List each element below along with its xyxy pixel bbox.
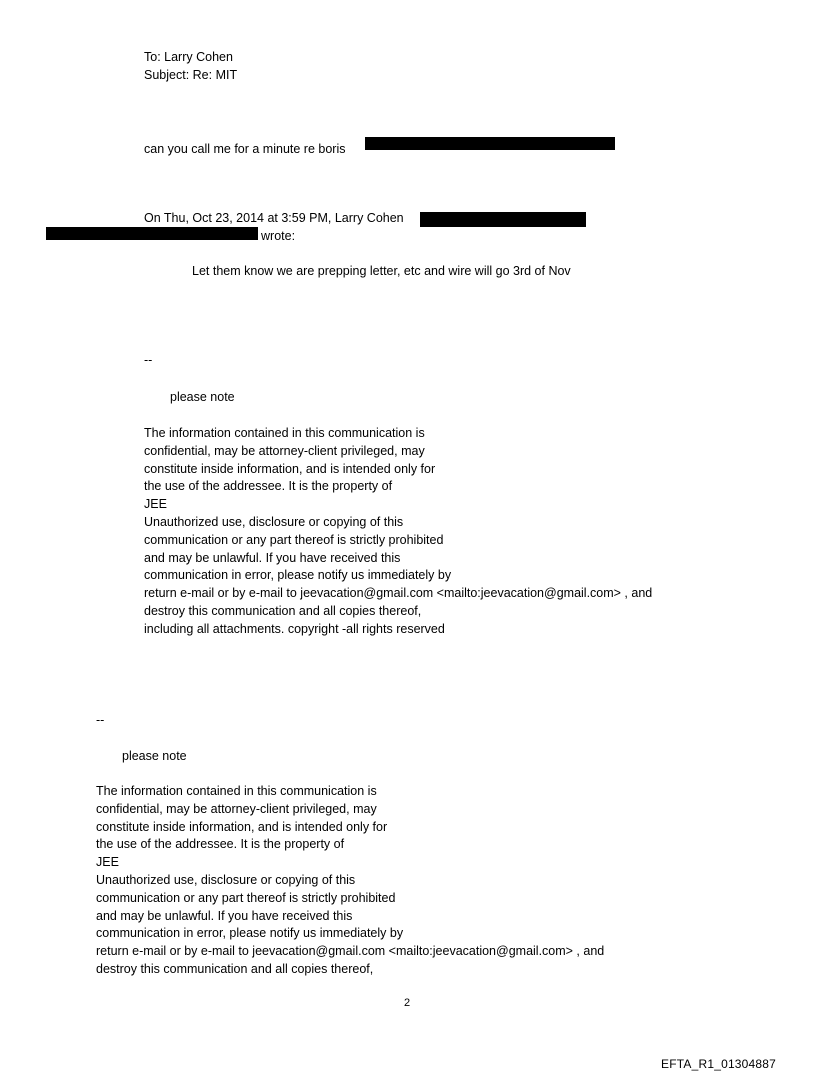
disclaimer-line: confidential, may be attorney-client privileged, may [96,801,377,816]
disclaimer-line: and may be unlawful. If you have received this [144,550,401,565]
disclaimer-line: The information contained in this communication is [96,784,377,798]
page-number: 2 [404,997,411,1009]
signature-dashes-inner: -- [144,353,153,367]
redaction-email-1 [420,212,586,227]
disclaimer-line: return e-mail or by e-mail to jeevacation@gmail.com <mailto:jeevacation@gmail.com> , and [96,944,605,959]
signature-dashes-outer: -- [96,713,105,727]
disclaimer-line: constitute inside information, and is intended only for [144,461,436,476]
please-note-inner: please note [170,390,235,404]
disclaimer-line: including all attachments. copyright -all rights reserved [144,621,445,636]
subject-line: Subject: Re: MIT [144,68,238,82]
disclaimer-line: destroy this communication and all copies thereof, [96,961,374,976]
quote-wrote: wrote: [261,229,296,243]
disclaimer-line: communication in error, please notify us immediately by [96,926,404,941]
document-id: EFTA_R1_01304887 [661,1057,777,1071]
quote-attribution: On Thu, Oct 23, 2014 at 3:59 PM, Larry Cohen [144,211,404,225]
disclaimer-inner [144,425,652,639]
disclaimer-line: destroy this communication and all copies thereof, [144,603,422,618]
disclaimer-line: The information contained in this communication is [144,426,425,440]
disclaimer-line: communication or any part thereof is strictly prohibited [96,890,396,905]
redaction-email-2 [46,227,258,240]
disclaimer-line: JEE [144,497,167,512]
disclaimer-line: JEE [96,855,119,870]
disclaimer-line: constitute inside information, and is intended only for [96,819,388,834]
disclaimer-line: Unauthorized use, disclosure or copying of this [144,514,404,529]
reply-text: can you call me for a minute re boris [144,142,346,156]
disclaimer-line: confidential, may be attorney-client privileged, may [144,443,425,458]
to-line: To: Larry Cohen [144,50,233,64]
disclaimer-line: the use of the addressee. It is the property of [144,479,393,494]
disclaimer-line: Unauthorized use, disclosure or copying of this [96,872,356,887]
disclaimer-line: the use of the addressee. It is the property of [96,837,345,852]
disclaimer-line: communication or any part thereof is strictly prohibited [144,532,444,547]
redaction-phone [365,137,615,150]
please-note-outer: please note [122,749,187,763]
disclaimer-outer [96,783,604,979]
disclaimer-line: and may be unlawful. If you have received this [96,908,353,923]
quoted-message: Let them know we are prepping letter, etc and wire will go 3rd of Nov [192,264,571,278]
disclaimer-line: communication in error, please notify us immediately by [144,568,452,583]
disclaimer-line: return e-mail or by e-mail to jeevacation@gmail.com <mailto:jeevacation@gmail.com> , and [144,586,653,601]
